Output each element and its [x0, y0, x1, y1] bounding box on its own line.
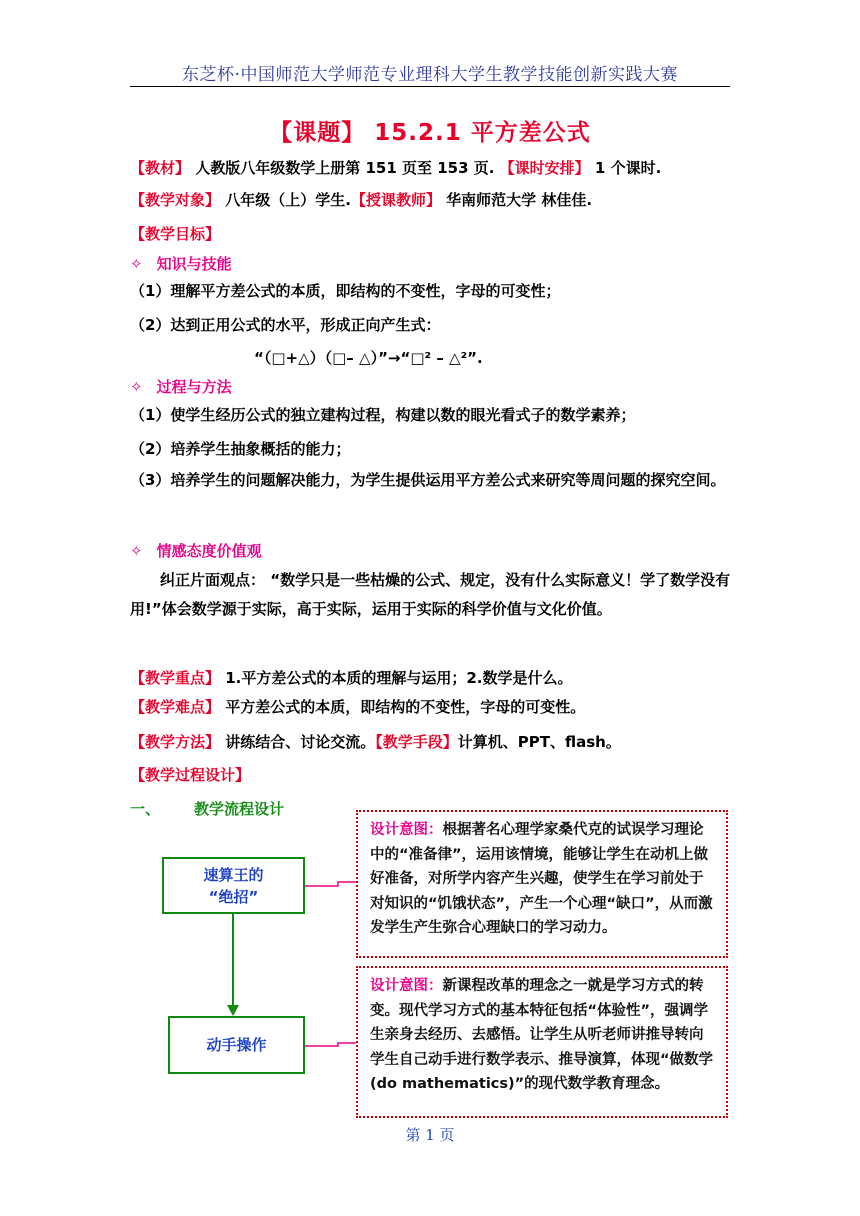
process-item-1: （1）使学生经历公式的独立建构过程，构建以数的眼光看式子的数学素养；	[130, 406, 636, 424]
flow-title: 教学流程设计	[194, 800, 285, 818]
difficulty-text: 平方差公式的本质，即结构的不变性，字母的可变性。	[220, 698, 586, 716]
section-process-title: 过程与方法	[156, 378, 232, 396]
section-values-title: 情感态度价值观	[156, 542, 262, 560]
values-paragraph: 纠正片面观点： “数学只是一些枯燥的公式、规定，没有什么实际意义！学了数学没有用!”体会数学源于实际，高于实际，运用于实际的科学价值与文化价值。	[130, 571, 731, 618]
lesson-title: 【课题】 15.2.1 平方差公式	[269, 120, 591, 146]
difficulty-tag: 【教学难点】	[130, 698, 221, 716]
method-tag: 【教学方法】	[130, 733, 221, 751]
knowledge-item-1: （1）理解平方差公式的本质，即结构的不变性，字母的可变性；	[130, 282, 561, 300]
section-knowledge-title: 知识与技能	[156, 255, 232, 273]
note-2-text: 新课程改革的理念之一就是学习方式的转变。现代学习方式的基本特征包括“体验性”，强调学生亲身去经历、去感悟。让学生从听老师讲推导转向学生自己动手进行数学表示、推导演算，体现“做数学(do mathematics)”的现代数学教育理念。	[370, 978, 714, 1092]
focus-text: 1.平方差公式的本质的理解与运用；2.数学是什么。	[220, 669, 573, 687]
star-icon: ✧	[130, 255, 143, 273]
teacher-tag: 【授课教师】	[350, 191, 441, 209]
textbook-tag: 【教材】	[130, 159, 191, 177]
process-item-3: （3）培养学生的问题解决能力，为学生提供运用平方差公式来研究等周问题的探究空间。	[130, 471, 726, 489]
method-text: 讲练结合、讨论交流。	[220, 733, 376, 751]
note-1-text: 根据著名心理学家桑代克的试误学习理论中的“准备律”，运用该情境，能够让学生在动机上做好准备，对所学内容产生兴趣，使学生在学习前处于对知识的“饥饿状态”，产生一个心理“缺口”，从而激发学生产生弥合心理缺口的学习动力。	[370, 822, 713, 936]
audience-tag: 【教学对象】	[130, 191, 221, 209]
flow-box-hands-on: 动手操作	[168, 1016, 305, 1074]
focus-tag: 【教学重点】	[130, 669, 221, 687]
schedule-tag: 【课时安排】	[499, 159, 590, 177]
knowledge-item-2: （2）达到正用公式的水平，形成正向产生式：	[130, 316, 441, 334]
arrow-down-icon	[227, 1005, 239, 1016]
flow-box-1-line-2: “绝招”	[208, 887, 259, 906]
page-header: 东芝杯·中国师范大学师范专业理科大学生教学技能创新实践大赛	[182, 65, 678, 85]
flow-box-speed-king	[162, 857, 305, 914]
flow-number: 一、	[130, 800, 161, 818]
design-note-1	[356, 810, 728, 958]
design-note-2	[356, 966, 728, 1118]
process-item-2: （2）培养学生抽象概括的能力；	[130, 440, 351, 458]
note-2-label: 设计意图：	[370, 978, 443, 994]
schedule-text: 1 个课时.	[589, 159, 662, 177]
connector-note-2	[305, 1043, 356, 1046]
note-1-label: 设计意图：	[370, 822, 443, 838]
textbook-text: 人教版八年级数学上册第 151 页至 153 页.	[190, 159, 500, 177]
flow-box-1-line-1: 速算王的	[203, 865, 264, 884]
star-icon: ✧	[130, 542, 143, 560]
star-icon: ✧	[130, 378, 143, 396]
objectives-tag: 【教学目标】	[130, 225, 221, 243]
process-design-tag: 【教学过程设计】	[130, 766, 251, 784]
means-tag: 【教学手段】	[375, 733, 458, 751]
page-number: 第 1 页	[405, 1126, 455, 1144]
connector-note-1	[305, 882, 356, 886]
means-text: 计算机、PPT、flash。	[457, 733, 621, 751]
audience-text: 八年级（上）学生.	[220, 191, 351, 209]
formula: “（□+△）（□– △）”→“□² – △²”.	[254, 349, 483, 367]
teacher-text: 华南师范大学 林佳佳.	[440, 191, 593, 209]
